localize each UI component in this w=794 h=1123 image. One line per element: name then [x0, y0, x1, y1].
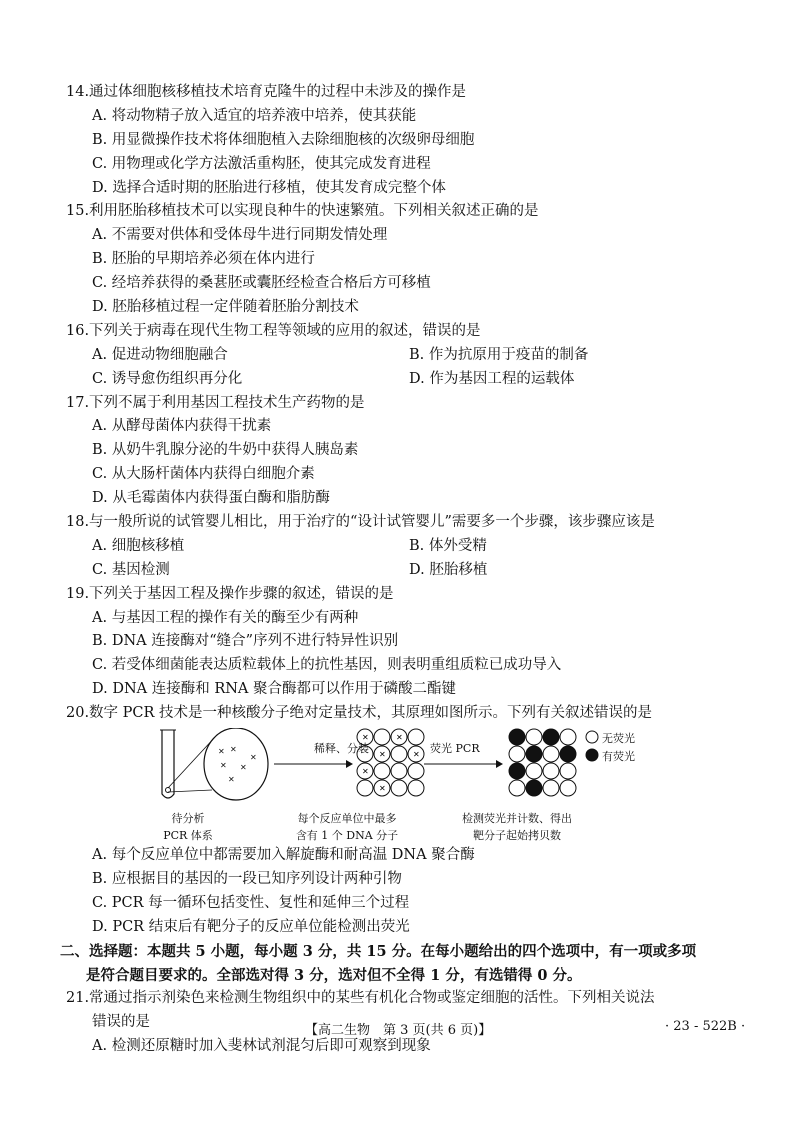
- svg-text:✕: ✕: [220, 761, 227, 771]
- unit-fluorescent: [526, 780, 542, 796]
- option-b: B. 作为抗原用于疫苗的制备: [409, 346, 589, 363]
- unit-fluorescent: [509, 729, 525, 745]
- question-stem: 17.下列不属于利用基因工程技术生产药物的是: [66, 394, 365, 411]
- section-instructions-2: 是符合题目要求的。全部选对得 3 分，选对但不全得 1 分，有选错得 0 分。: [86, 966, 582, 984]
- reaction-unit: [408, 729, 424, 745]
- option-d: D. 选择合适时期的胚胎进行移植，使其发育成完整个体: [92, 179, 446, 196]
- question-stem: 21.常通过指示剂染色来检测生物组织中的某些有机化合物或鉴定细胞的活性。下列相关说法: [66, 990, 655, 1007]
- svg-text:✕: ✕: [230, 745, 237, 755]
- magnified-view: [204, 728, 268, 800]
- footer-code: · 23 - 522B ·: [665, 1019, 746, 1034]
- dna-molecule-icon: ✕: [362, 733, 369, 743]
- unit-dark: [543, 763, 559, 779]
- unit-dark: [509, 746, 525, 762]
- unit-dark: [543, 780, 559, 796]
- reaction-unit: [374, 729, 390, 745]
- unit-fluorescent: [543, 729, 559, 745]
- dna-molecule-icon: ✕: [362, 767, 369, 777]
- option-a: A. 每个反应单位中都需要加入解旋酶和耐高温 DNA 聚合酶: [92, 847, 475, 864]
- option-d: D. 胚胎移植: [409, 561, 488, 578]
- question-20: [66, 702, 726, 939]
- option-d: D. 从毛霉菌体内获得蛋白酶和脂肪酶: [92, 490, 330, 507]
- result-grid: [509, 729, 576, 796]
- question-stem: 14.通过体细胞核移植技术培育克隆牛的过程中未涉及的操作是: [66, 84, 467, 100]
- option-c: C. 从大肠杆菌体内获得白细胞介素: [92, 466, 315, 483]
- option-b: B. 从奶牛乳腺分泌的牛奶中获得人胰岛素: [92, 442, 359, 459]
- svg-text:✕: ✕: [240, 763, 247, 773]
- option-c: C. 用物理或化学方法激活重构胚，使其完成发育进程: [92, 155, 431, 172]
- dna-molecule-icon: ✕: [413, 750, 420, 760]
- question-stem: 20.数字 PCR 技术是一种核酸分子绝对定量技术，其原理如图所示。下列有关叙述错误的是: [66, 705, 653, 722]
- question-14: [66, 81, 726, 200]
- caption-result: 检测荧光并计数、得出: [462, 812, 572, 826]
- unit-dark: [509, 780, 525, 796]
- option-b: B. 胚胎的早期培养必须在体内进行: [92, 251, 315, 268]
- reaction-unit: [391, 763, 407, 779]
- option-d: D. 作为基因工程的运载体: [409, 370, 575, 387]
- option-a: A. 检测还原糖时加入斐林试剂混匀后即可观察到现象: [92, 1038, 431, 1055]
- question-stem: 19.下列关于基因工程及操作步骤的叙述，错误的是: [66, 585, 394, 602]
- digital-pcr-figure: [66, 726, 726, 844]
- option-a: A. 将动物精子放入适宜的培养液中培养，使其获能: [92, 107, 417, 124]
- dna-molecule-icon: ✕: [379, 750, 386, 760]
- question-stem-2: 错误的是: [92, 1014, 150, 1031]
- svg-text:✕: ✕: [228, 775, 235, 785]
- legend-no-fluorescence-icon: [586, 731, 598, 743]
- section-instructions-1: 二、选择题：本题共 5 小题，每小题 3 分，共 15 分。在每小题给出的四个选项中，有一项或多项: [60, 942, 697, 960]
- arrow-label-pcr: 荧光 PCR: [430, 742, 480, 756]
- svg-text:✕: ✕: [218, 747, 225, 757]
- question-stem: 16.下列关于病毒在现代生物工程等领域的应用的叙述，错误的是: [66, 322, 481, 339]
- unit-dark: [560, 780, 576, 796]
- reaction-unit: [374, 763, 390, 779]
- unit-dark: [560, 763, 576, 779]
- option-d: D. PCR 结束后有靶分子的反应单位能检测出荧光: [92, 918, 410, 935]
- arrow-label-dilute: 稀释、分装: [314, 742, 369, 756]
- option-b: B. 体外受精: [409, 537, 487, 554]
- unit-dark: [526, 763, 542, 779]
- reaction-unit: [357, 780, 373, 796]
- option-c: C. 诱导愈伤组织再分化: [92, 370, 243, 387]
- caption-units: 每个反应单位中最多: [297, 812, 397, 826]
- question-stem: 18.与一般所说的试管婴儿相比，用于治疗的“设计试管婴儿”需要多一个步骤，该步骤应该是: [66, 514, 655, 531]
- caption-sample: 待分析: [171, 812, 205, 826]
- option-c: C. 经培养获得的桑葚胚或囊胚经检查合格后方可移植: [92, 275, 431, 292]
- option-a: A. 与基因工程的操作有关的酶至少有两种: [92, 609, 359, 626]
- legend-fluorescence: 有荧光: [602, 750, 635, 764]
- question-18: [66, 511, 726, 583]
- unit-fluorescent: [509, 763, 525, 779]
- question-19: [66, 583, 726, 702]
- option-d: D. DNA 连接酶和 RNA 聚合酶都可以作用于磷酸二酯键: [92, 681, 457, 698]
- reaction-unit: [391, 780, 407, 796]
- option-c: C. 基因检测: [92, 561, 170, 578]
- dna-molecule-icon: ✕: [396, 733, 403, 743]
- unit-fluorescent: [526, 746, 542, 762]
- question-16: [66, 320, 726, 392]
- option-a: A. 从酵母菌体内获得干扰素: [92, 418, 272, 435]
- svg-text:✕: ✕: [250, 753, 257, 763]
- test-tube-icon: [160, 730, 216, 798]
- question-17: [66, 392, 726, 511]
- caption-units-2: 含有 1 个 DNA 分子: [295, 829, 399, 843]
- caption-sample-2: PCR 体系: [163, 829, 213, 843]
- reaction-unit: [408, 780, 424, 796]
- unit-dark: [560, 729, 576, 745]
- option-d: D. 胚胎移植过程一定伴随着胚胎分割技术: [92, 299, 359, 316]
- option-c: C. PCR 每一循环包括变性、复性和延伸三个过程: [92, 894, 410, 911]
- option-b: B. DNA 连接酶对“缝合”序列不进行特异性识别: [92, 633, 399, 650]
- unit-dark: [543, 746, 559, 762]
- dna-molecule-icon: ✕: [379, 784, 386, 794]
- reaction-unit: [391, 746, 407, 762]
- option-b: B. 应根据目的基因的一段已知序列设计两种引物: [92, 870, 402, 887]
- question-15: [66, 200, 726, 319]
- option-a: A. 不需要对供体和受体母牛进行同期发情处理: [92, 227, 388, 244]
- legend-fluorescence-icon: [586, 749, 598, 761]
- unit-dark: [526, 729, 542, 745]
- footer-page-info: 【高二生物 第 3 页(共 6 页)】: [305, 1023, 492, 1038]
- reaction-unit: [408, 763, 424, 779]
- legend-no-fluorescence: 无荧光: [602, 732, 635, 746]
- option-a: A. 促进动物细胞融合: [92, 346, 228, 363]
- option-c: C. 若受体细菌能表达质粒载体上的抗性基因，则表明重组质粒已成功导入: [92, 657, 562, 674]
- option-b: B. 用显微操作技术将体细胞植入去除细胞核的次级卵母细胞: [92, 131, 475, 148]
- option-a: A. 细胞核移植: [92, 537, 185, 554]
- caption-result-2: 靶分子起始拷贝数: [473, 829, 561, 843]
- question-stem: 15.利用胚胎移植技术可以实现良种牛的快速繁殖。下列相关叙述正确的是: [66, 203, 539, 220]
- unit-fluorescent: [560, 746, 576, 762]
- section-2-header: [60, 940, 726, 988]
